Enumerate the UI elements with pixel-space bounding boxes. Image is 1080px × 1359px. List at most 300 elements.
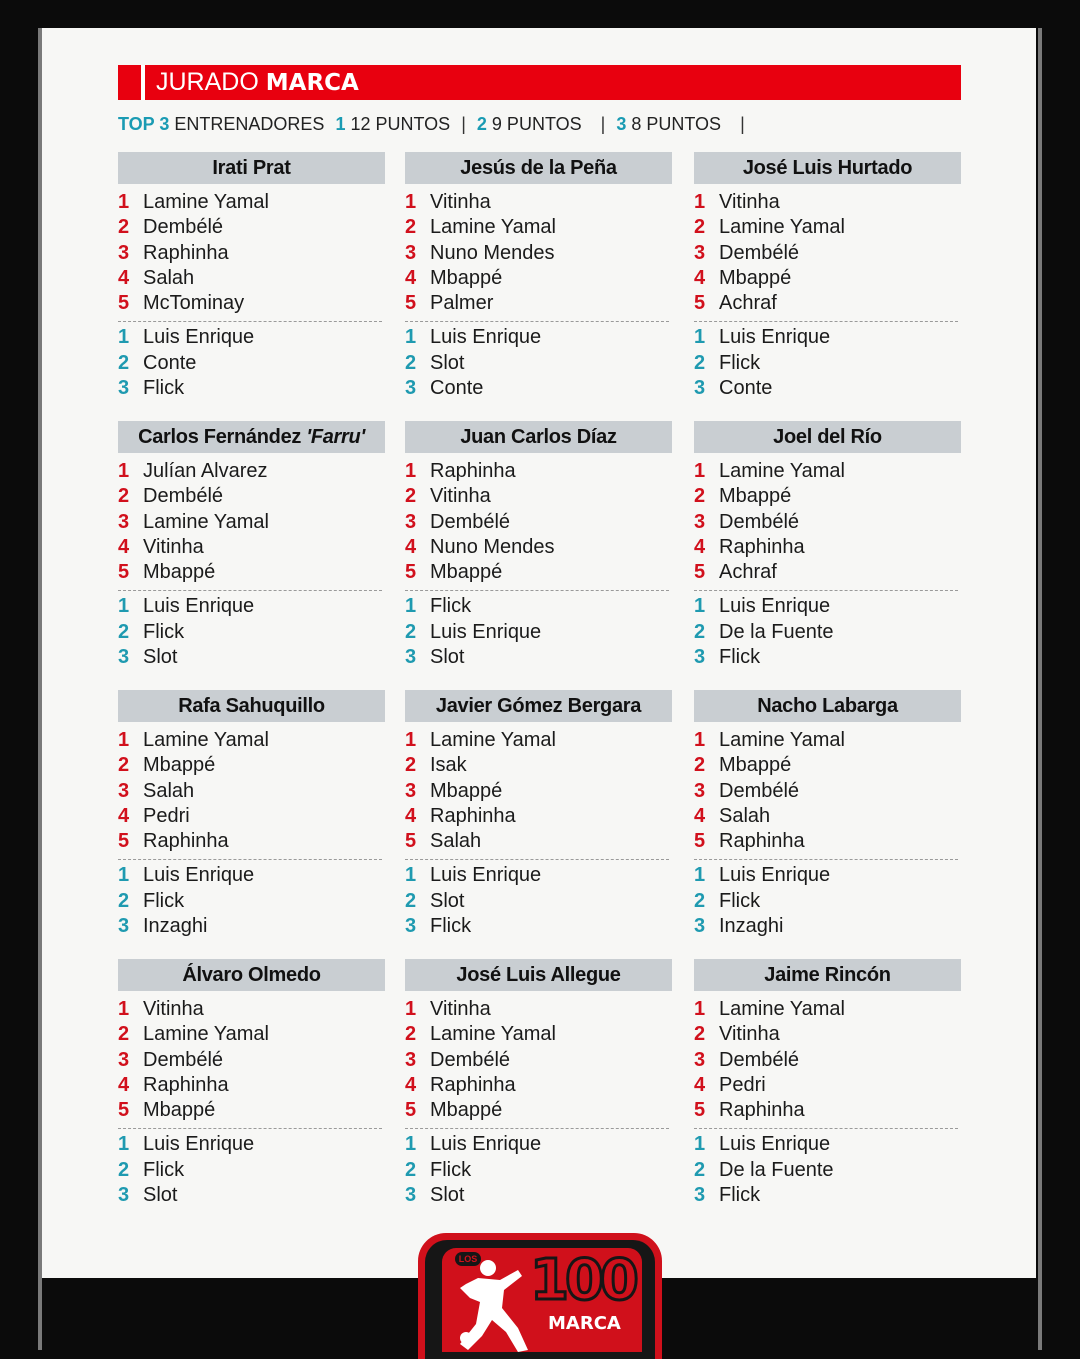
- player-rank-item: [118, 510, 385, 535]
- coach-rank-item: [694, 645, 961, 670]
- rank-number: 5: [118, 830, 130, 853]
- player-rank-item: [118, 728, 385, 753]
- player-name: Nuno Mendes: [430, 535, 555, 558]
- coach-name: Conte: [143, 351, 197, 374]
- player-name: Lamine Yamal: [430, 729, 556, 751]
- coach-ranking-list: [405, 1132, 672, 1208]
- rank-number: 1: [118, 191, 130, 213]
- player-name: Lamine Yamal: [430, 1023, 556, 1046]
- player-name: Vitinha: [719, 191, 780, 213]
- coach-ranking-list: [118, 594, 385, 670]
- coach-rank-item: [405, 914, 672, 939]
- player-name: Mbappé: [430, 266, 503, 289]
- footballer-silhouette-icon: [448, 1258, 538, 1353]
- coach-ranking-list: [405, 325, 672, 401]
- player-ranking-list: [118, 997, 385, 1123]
- player-rank-item: [405, 1098, 672, 1123]
- coach-name: Flick: [143, 889, 185, 912]
- juror-name-text: Irati Prat: [212, 157, 291, 179]
- rank-number: 1: [694, 998, 706, 1020]
- player-rank-item: [405, 829, 672, 854]
- dashed-divider: [118, 859, 382, 860]
- legend-top3: TOP 3: [118, 114, 170, 134]
- rank-number: 1: [118, 595, 130, 618]
- dashed-divider: [405, 590, 669, 591]
- rank-number: 2: [118, 620, 130, 643]
- coach-name: Luis Enrique: [143, 326, 255, 349]
- juror-name: [694, 690, 961, 722]
- coach-rank-item: [118, 889, 385, 914]
- player-rank-item: [405, 753, 672, 778]
- juror-name-text: José Luis Hurtado: [742, 157, 913, 179]
- coach-rank-item: [405, 1183, 672, 1208]
- player-name: Salah: [719, 804, 771, 827]
- player-name: Mbappé: [143, 1099, 216, 1122]
- juror-name-text: Nacho Labarga: [757, 695, 898, 717]
- player-name: Lamine Yamal: [430, 216, 556, 239]
- los-100-marca-logo: [418, 1233, 662, 1359]
- juror-name-text: Jaime Rincón: [764, 964, 891, 986]
- coach-name: Luis Enrique: [430, 620, 542, 643]
- banner-title-light: JURADO: [156, 68, 259, 96]
- juror-card: [694, 959, 961, 1208]
- rank-number: 1: [405, 595, 417, 618]
- rank-number: 1: [405, 460, 417, 482]
- player-ranking-list: [694, 997, 961, 1123]
- rank-number: 1: [405, 729, 417, 751]
- player-name: Nuno Mendes: [430, 241, 555, 264]
- juror-card: [694, 152, 961, 401]
- player-rank-item: [405, 291, 672, 316]
- rank-number: 1: [694, 1133, 706, 1156]
- player-rank-item: [694, 215, 961, 240]
- legend-p3-num: 3: [616, 114, 627, 134]
- coach-rank-item: [118, 1183, 385, 1208]
- player-rank-item: [405, 997, 672, 1022]
- rank-number: 2: [694, 889, 706, 912]
- coach-name: Flick: [719, 889, 761, 912]
- player-name: Salah: [143, 266, 195, 289]
- juror-card: [118, 690, 385, 939]
- rank-number: 2: [405, 754, 417, 777]
- player-rank-item: [118, 1073, 385, 1098]
- player-rank-item: [405, 535, 672, 560]
- coach-rank-item: [405, 594, 672, 619]
- juror-name: [405, 152, 672, 184]
- rank-number: 2: [694, 1023, 706, 1046]
- coach-name: Slot: [430, 351, 465, 374]
- player-rank-item: [405, 1048, 672, 1073]
- rank-number: 1: [118, 864, 130, 887]
- rank-number: 5: [118, 561, 130, 584]
- rank-number: 4: [405, 804, 417, 827]
- player-rank-item: [118, 215, 385, 240]
- coach-name: Flick: [719, 646, 761, 669]
- player-rank-item: [694, 484, 961, 509]
- coach-rank-item: [405, 889, 672, 914]
- coach-name: Luis Enrique: [430, 326, 542, 349]
- rank-number: 2: [405, 485, 417, 508]
- rank-number: 2: [118, 485, 130, 508]
- rank-number: 2: [405, 1158, 417, 1181]
- player-rank-item: [405, 804, 672, 829]
- coach-name: Luis Enrique: [143, 595, 255, 618]
- player-rank-item: [118, 459, 385, 484]
- coach-rank-item: [118, 1132, 385, 1157]
- juror-card: [405, 421, 672, 670]
- rank-number: 4: [118, 804, 130, 827]
- player-name: Raphinha: [430, 1073, 516, 1096]
- legend-sep: |: [600, 114, 606, 134]
- coach-name: Luis Enrique: [143, 1133, 255, 1156]
- player-ranking-list: [405, 997, 672, 1123]
- player-rank-item: [118, 1098, 385, 1123]
- player-name: Lamine Yamal: [719, 998, 845, 1020]
- rank-number: 3: [694, 915, 706, 938]
- player-name: Raphinha: [143, 830, 229, 853]
- rank-number: 1: [405, 326, 417, 349]
- coach-ranking-list: [405, 863, 672, 939]
- coach-ranking-list: [694, 1132, 961, 1208]
- coach-rank-item: [405, 620, 672, 645]
- juror-name-text: Juan Carlos Díaz: [460, 426, 617, 448]
- player-rank-item: [694, 1098, 961, 1123]
- rank-number: 1: [118, 998, 130, 1020]
- coach-name: Luis Enrique: [430, 864, 542, 887]
- player-name: Pedri: [719, 1073, 766, 1096]
- player-name: Vitinha: [430, 485, 491, 508]
- player-rank-item: [405, 728, 672, 753]
- player-rank-item: [694, 1073, 961, 1098]
- rank-number: 5: [405, 830, 417, 853]
- coach-rank-item: [405, 863, 672, 888]
- player-rank-item: [694, 291, 961, 316]
- rank-number: 2: [405, 620, 417, 643]
- player-name: Mbappé: [719, 754, 792, 777]
- coach-rank-item: [694, 914, 961, 939]
- coach-name: Flick: [430, 595, 472, 618]
- coach-ranking-list: [694, 325, 961, 401]
- rank-number: 5: [694, 1099, 706, 1122]
- player-rank-item: [118, 779, 385, 804]
- coach-rank-item: [405, 325, 672, 350]
- coach-name: Inzaghi: [143, 915, 208, 938]
- juror-card: [118, 421, 385, 670]
- coach-ranking-list: [694, 594, 961, 670]
- player-name: Pedri: [143, 804, 190, 827]
- coach-name: Slot: [430, 646, 465, 669]
- player-ranking-list: [405, 728, 672, 854]
- rank-number: 4: [694, 266, 706, 289]
- logo-los: LOS: [455, 1252, 481, 1266]
- juror-name-text: Carlos Fernández: [138, 426, 307, 448]
- player-name: Isak: [430, 754, 467, 777]
- coach-rank-item: [118, 594, 385, 619]
- coach-name: Flick: [143, 1158, 185, 1181]
- coach-rank-item: [694, 1132, 961, 1157]
- player-rank-item: [405, 190, 672, 215]
- player-name: Vitinha: [719, 1023, 780, 1046]
- rank-number: 4: [118, 1073, 130, 1096]
- coach-ranking-list: [694, 863, 961, 939]
- coach-rank-item: [405, 1132, 672, 1157]
- legend-sep: |: [740, 114, 745, 134]
- player-name: Lamine Yamal: [719, 729, 845, 751]
- coach-rank-item: [405, 645, 672, 670]
- coach-ranking-list: [118, 1132, 385, 1208]
- legend-p1-num: 1: [335, 114, 346, 134]
- rank-number: 2: [118, 1158, 130, 1181]
- rank-number: 3: [118, 646, 130, 669]
- dashed-divider: [118, 1128, 382, 1129]
- coach-rank-item: [118, 351, 385, 376]
- player-rank-item: [405, 459, 672, 484]
- juror-name-text: Jesús de la Peña: [460, 157, 617, 179]
- dashed-divider: [405, 321, 669, 322]
- player-rank-item: [694, 1048, 961, 1073]
- rank-number: 3: [118, 915, 130, 938]
- rank-number: 2: [118, 216, 130, 239]
- player-rank-item: [405, 484, 672, 509]
- legend-p2-text: 9 PUNTOS: [491, 114, 582, 134]
- rank-number: 3: [694, 1048, 706, 1071]
- juror-name-text: Rafa Sahuquillo: [178, 695, 325, 717]
- player-name: Raphinha: [143, 241, 229, 264]
- player-rank-item: [694, 779, 961, 804]
- rank-number: 1: [694, 191, 706, 213]
- player-name: Raphinha: [719, 830, 805, 853]
- legend-label: ENTRENADORES: [174, 114, 325, 134]
- rank-number: 3: [405, 779, 417, 802]
- player-name: Salah: [143, 779, 195, 802]
- player-name: Mbappé: [430, 779, 503, 802]
- rank-number: 2: [405, 216, 417, 239]
- coach-name: Flick: [143, 620, 185, 643]
- dashed-divider: [118, 590, 382, 591]
- player-name: Raphinha: [430, 804, 516, 827]
- player-name: Mbappé: [430, 1099, 503, 1122]
- player-name: Lamine Yamal: [719, 216, 845, 239]
- player-name: Raphinha: [143, 1073, 229, 1096]
- player-name: Lamine Yamal: [143, 729, 269, 751]
- player-name: Raphinha: [719, 1099, 805, 1122]
- rank-number: 4: [694, 804, 706, 827]
- banner-title: [156, 65, 359, 100]
- rank-number: 1: [694, 729, 706, 751]
- player-name: Vitinha: [430, 998, 491, 1020]
- dashed-divider: [694, 859, 958, 860]
- section-banner: [118, 65, 961, 100]
- player-name: Achraf: [719, 561, 777, 584]
- rank-number: 5: [118, 292, 130, 315]
- rank-number: 3: [118, 510, 130, 533]
- rank-number: 3: [405, 377, 417, 400]
- rank-number: 3: [118, 779, 130, 802]
- rank-number: 3: [694, 510, 706, 533]
- player-rank-item: [405, 560, 672, 585]
- coach-rank-item: [694, 1158, 961, 1183]
- coach-name: Flick: [143, 377, 185, 400]
- rank-number: 5: [118, 1099, 130, 1122]
- juror-name: [405, 959, 672, 991]
- legend-p3-text: 8 PUNTOS: [631, 114, 722, 134]
- player-rank-item: [694, 829, 961, 854]
- banner-title-bold: MARCA: [265, 70, 359, 96]
- player-rank-item: [118, 535, 385, 560]
- rank-number: 2: [694, 485, 706, 508]
- rank-number: 3: [118, 1184, 130, 1207]
- player-name: Mbappé: [143, 754, 216, 777]
- player-rank-item: [405, 215, 672, 240]
- coach-rank-item: [694, 620, 961, 645]
- player-rank-item: [118, 804, 385, 829]
- dashed-divider: [694, 590, 958, 591]
- coach-rank-item: [694, 594, 961, 619]
- coach-name: Slot: [430, 1184, 465, 1207]
- player-rank-item: [694, 997, 961, 1022]
- coach-ranking-list: [405, 594, 672, 670]
- rank-number: 2: [118, 1023, 130, 1046]
- player-name: Mbappé: [143, 561, 216, 584]
- rank-number: 3: [694, 646, 706, 669]
- legend-p2-num: 2: [476, 114, 487, 134]
- coach-rank-item: [118, 914, 385, 939]
- juror-card: [405, 690, 672, 939]
- rank-number: 1: [405, 864, 417, 887]
- rank-number: 3: [405, 646, 417, 669]
- player-rank-item: [118, 190, 385, 215]
- rank-number: 2: [405, 351, 417, 374]
- coach-name: Slot: [143, 646, 178, 669]
- rank-number: 1: [118, 326, 130, 349]
- juror-card: [118, 152, 385, 401]
- juror-name: [118, 421, 385, 453]
- coach-name: Luis Enrique: [719, 1133, 831, 1156]
- juror-name: [118, 959, 385, 991]
- player-rank-item: [694, 728, 961, 753]
- rank-number: 5: [405, 292, 417, 315]
- player-name: Dembélé: [719, 510, 800, 533]
- player-rank-item: [405, 1073, 672, 1098]
- coach-name: Slot: [430, 889, 465, 912]
- coach-name: Inzaghi: [719, 915, 784, 938]
- coach-rank-item: [405, 1158, 672, 1183]
- coach-name: Slot: [143, 1184, 178, 1207]
- coach-name: Conte: [430, 377, 484, 400]
- coach-name: Conte: [719, 377, 773, 400]
- juror-name-text: Álvaro Olmedo: [182, 964, 321, 986]
- player-rank-item: [118, 1022, 385, 1047]
- player-rank-item: [694, 241, 961, 266]
- player-name: Vitinha: [430, 191, 491, 213]
- juror-name: [694, 421, 961, 453]
- juror-name: [405, 690, 672, 722]
- player-rank-item: [405, 779, 672, 804]
- player-rank-item: [118, 829, 385, 854]
- rank-number: 2: [405, 889, 417, 912]
- player-rank-item: [405, 266, 672, 291]
- rank-number: 3: [694, 377, 706, 400]
- player-name: Salah: [430, 830, 482, 853]
- player-rank-item: [405, 510, 672, 535]
- player-ranking-list: [405, 190, 672, 316]
- coach-rank-item: [118, 645, 385, 670]
- player-name: Lamine Yamal: [719, 460, 845, 482]
- rank-number: 1: [694, 595, 706, 618]
- rank-number: 5: [694, 561, 706, 584]
- player-name: Raphinha: [719, 535, 805, 558]
- coach-ranking-list: [118, 863, 385, 939]
- juror-name: [118, 152, 385, 184]
- player-rank-item: [694, 804, 961, 829]
- player-rank-item: [405, 1022, 672, 1047]
- rank-number: 2: [694, 1158, 706, 1181]
- rank-number: 2: [118, 889, 130, 912]
- player-name: Vitinha: [143, 535, 204, 558]
- player-rank-item: [694, 190, 961, 215]
- player-rank-item: [694, 753, 961, 778]
- rank-number: 1: [694, 460, 706, 482]
- player-name: Lamine Yamal: [143, 191, 269, 213]
- rank-number: 4: [118, 266, 130, 289]
- rank-number: 1: [118, 729, 130, 751]
- rank-number: 3: [405, 241, 417, 264]
- juror-name: [694, 152, 961, 184]
- coach-rank-item: [118, 863, 385, 888]
- player-name: Dembélé: [143, 1048, 224, 1071]
- player-name: Dembélé: [719, 1048, 800, 1071]
- dashed-divider: [694, 321, 958, 322]
- coach-rank-item: [694, 1183, 961, 1208]
- player-rank-item: [405, 241, 672, 266]
- rank-number: 2: [118, 754, 130, 777]
- player-rank-item: [118, 291, 385, 316]
- player-rank-item: [118, 997, 385, 1022]
- coach-rank-item: [118, 1158, 385, 1183]
- dashed-divider: [405, 1128, 669, 1129]
- juror-name: [405, 421, 672, 453]
- rank-number: 4: [694, 535, 706, 558]
- dashed-divider: [694, 1128, 958, 1129]
- player-name: Lamine Yamal: [143, 510, 269, 533]
- points-legend: [118, 112, 751, 136]
- legend-p1-text: 12 PUNTOS: [350, 114, 451, 134]
- juror-name-text: José Luis Allegue: [456, 964, 621, 986]
- coach-name: Flick: [430, 915, 472, 938]
- coach-rank-item: [118, 376, 385, 401]
- player-name: McTominay: [143, 292, 245, 315]
- player-rank-item: [118, 1048, 385, 1073]
- rank-number: 2: [694, 754, 706, 777]
- player-rank-item: [118, 241, 385, 266]
- player-name: Dembélé: [143, 216, 224, 239]
- coach-name: Flick: [430, 1158, 472, 1181]
- dashed-divider: [118, 321, 382, 322]
- juror-card: [118, 959, 385, 1208]
- rank-number: 2: [118, 351, 130, 374]
- coach-name: Luis Enrique: [719, 864, 831, 887]
- coach-rank-item: [694, 889, 961, 914]
- rank-number: 1: [405, 1133, 417, 1156]
- rank-number: 3: [118, 241, 130, 264]
- rank-number: 4: [694, 1073, 706, 1096]
- player-name: Mbappé: [719, 266, 792, 289]
- player-ranking-list: [118, 459, 385, 585]
- rank-number: 1: [694, 326, 706, 349]
- rank-number: 3: [694, 241, 706, 264]
- coach-rank-item: [694, 863, 961, 888]
- player-ranking-list: [405, 459, 672, 585]
